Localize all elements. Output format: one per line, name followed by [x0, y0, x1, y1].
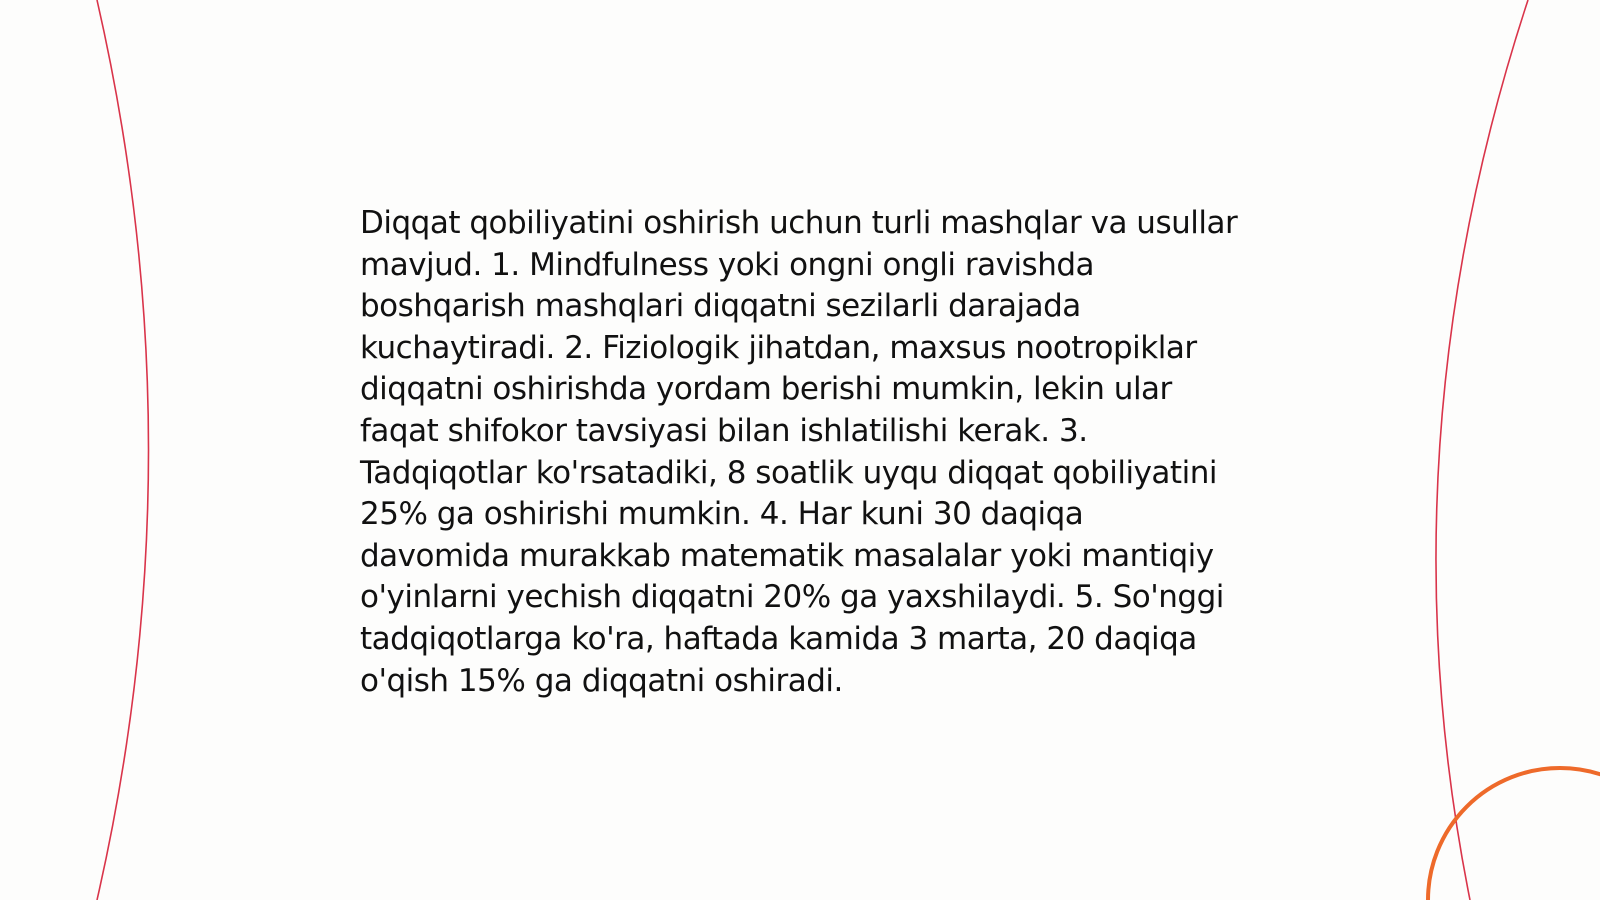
accent-circle: [1428, 768, 1600, 900]
right-arc-line: [1436, 0, 1528, 900]
slide-body-text: Diqqat qobiliyatini oshirish uchun turli mashqlar va usullar mavjud. 1. Mindfulness yoki ongni ongli ravishda boshqarish mashqlari diqqatni sezilarli darajada kuchaytiradi. 2. Fiziologik jihatdan, maxsus nootropiklar diqqatni oshirishda yordam berishi mumkin, lekin ular faqat shifokor tavsiyasi bilan ishlatilishi kerak. 3. Tadqiqotlar ko'rsatadiki, 8 soatlik uyqu diqqat qobiliyatini 25% ga oshirishi mumkin. 4. Har kuni 30 daqiqa davomida murakkab matematik masalalar yoki mantiqiy o'yinlarni yechish diqqatni 20% ga yaxshilaydi. 5. So'nggi tadqiqotlarga ko'ra, haftada kamida 3 marta, 20 daqiqa o'qish 15% ga diqqatni oshiradi.: [360, 205, 1238, 699]
left-arc-line: [97, 0, 149, 900]
